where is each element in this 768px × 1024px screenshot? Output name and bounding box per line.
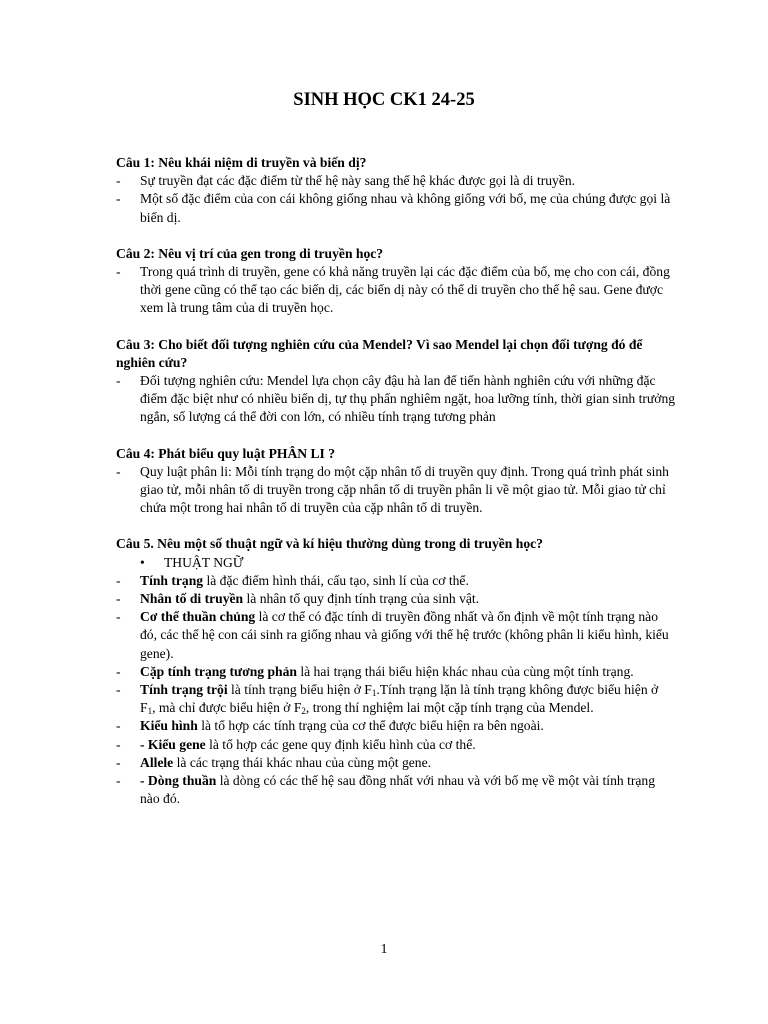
list-item: - Trong quá trình di truyền, gene có khả năng truyền lại các đặc điểm của bố, mẹ cho con cái, đồng thời gene cũng có thể tạo các biến dị, các biến dị này có thể di truyền cho thế hệ sau. Gene được xem là trung tâm của di truyền học. [116,264,670,316]
question-2 [116,245,676,318]
list-item: - Đối tượng nghiên cứu: Mendel lựa chọn cây đậu hà lan để tiến hành nghiên cứu với những đặc điểm đặc biệt như có nhiều biến dị, tự thụ phấn nghiêm ngặt, hoa lưỡng tính, thời gian sinh trưởng ngắn, số lượng cá thể đời con lớn, có nhiều tính trạng tương phản [116,373,676,425]
term-name: - Kiểu gene [140,736,206,752]
term-item: - Nhân tố di truyền là nhân tố quy định tính trạng của sinh vật. [116,591,480,607]
question-4-title: Câu 4: Phát biểu quy luật PHÂN LI ? [116,445,336,461]
term-item: - Tính trạng là đặc điểm hình thái, cấu tạo, sinh lí của cơ thể. [116,572,469,588]
question-2-title: Câu 2: Nêu vị trí của gen trong di truyền học? [116,245,384,261]
list-item: - Quy luật phân li: Mỗi tính trạng do một cặp nhân tố di truyền quy định. Trong quá trình phát sinh giao tử, mỗi nhân tố di truyền trong cặp nhân tố di truyền phân li về một giao tử. Mỗi giao tử chỉ chứa một trong hai nhân tố di truyền của cặp nhân tố di truyền. [116,463,669,516]
question-3 [116,336,676,427]
term-name: Cơ thể thuần chủng [140,609,256,625]
question-4 [116,445,676,518]
term-item: - Kiểu hình là tổ hợp các tính trạng của cơ thể được biểu hiện ra bên ngoài. [116,718,544,734]
term-item: - Allele là các trạng thái khác nhau của cùng một gene. [116,754,432,770]
list-item: - Sự truyền đạt các đặc điểm từ thế hệ này sang thế hệ khác được gọi là di truyền. [116,173,576,189]
question-5 [116,535,676,808]
term-name: - Dòng thuần [140,773,217,789]
term-item: - Cơ thể thuần chủng là cơ thể có đặc tính di truyền đồng nhất và ổn định về một tính trạng nào đó, các thế hệ con cái sinh ra giống nhau và giống với thế hệ trước (không phân li kiểu hình, kiểu gene). [116,609,669,661]
term-item: - Tính trạng trội là tính trạng biểu hiện ở $F_1.Tính$ trạng lặn là tính trạng không được biểu hiện ở $F_1$, mà chỉ được biểu hiện ở $F_2$, trong thí nghiệm lai một cặp tính trạng của Mendel. [116,682,659,717]
term-item: - - Dòng thuần là dòng có các thế hệ sau đồng nhất với nhau và với bố mẹ về một vài tính trạng nào đó. [116,773,656,807]
question-1-title: Câu 1: Nêu khái niệm di truyền và biến dị? [116,155,367,170]
question-5-title: Câu 5. Nêu một số thuật ngữ và kí hiệu thường dùng trong di truyền học? [116,536,543,552]
document-body [116,154,676,827]
term-name: Nhân tố di truyền [140,591,244,607]
term-name: Kiểu hình [140,718,198,734]
list-item: - Một số đặc điểm của con cái không giống nhau và không giống với bố, mẹ của chúng được gọi là biến dị. [116,191,671,225]
term-item: - Cặp tính trạng tương phản là hai trạng thái biểu hiện khác nhau của cùng một tính trạng. [116,663,634,679]
page-title: SINH HỌC CK1 24-25 [293,90,475,110]
term-name: Allele [140,754,174,770]
page-number: 1 [380,942,388,957]
term-name: Tính trạng trội [140,682,228,698]
bullet-heading: • THUẬT NGỮ [116,554,676,572]
term-item: - - Kiểu gene là tổ hợp các gene quy định kiểu hình của cơ thể. [116,736,476,752]
question-3-title: Câu 3: Cho biết đối tượng nghiên cứu của Mendel? Vì sao Mendel lại chọn đối tượng đó để nghiên cứu? [116,336,643,370]
term-name: Tính trạng [140,572,204,588]
bullet-icon: • [140,554,145,570]
question-1 [116,154,676,227]
term-name: Cặp tính trạng tương phản [140,663,297,679]
